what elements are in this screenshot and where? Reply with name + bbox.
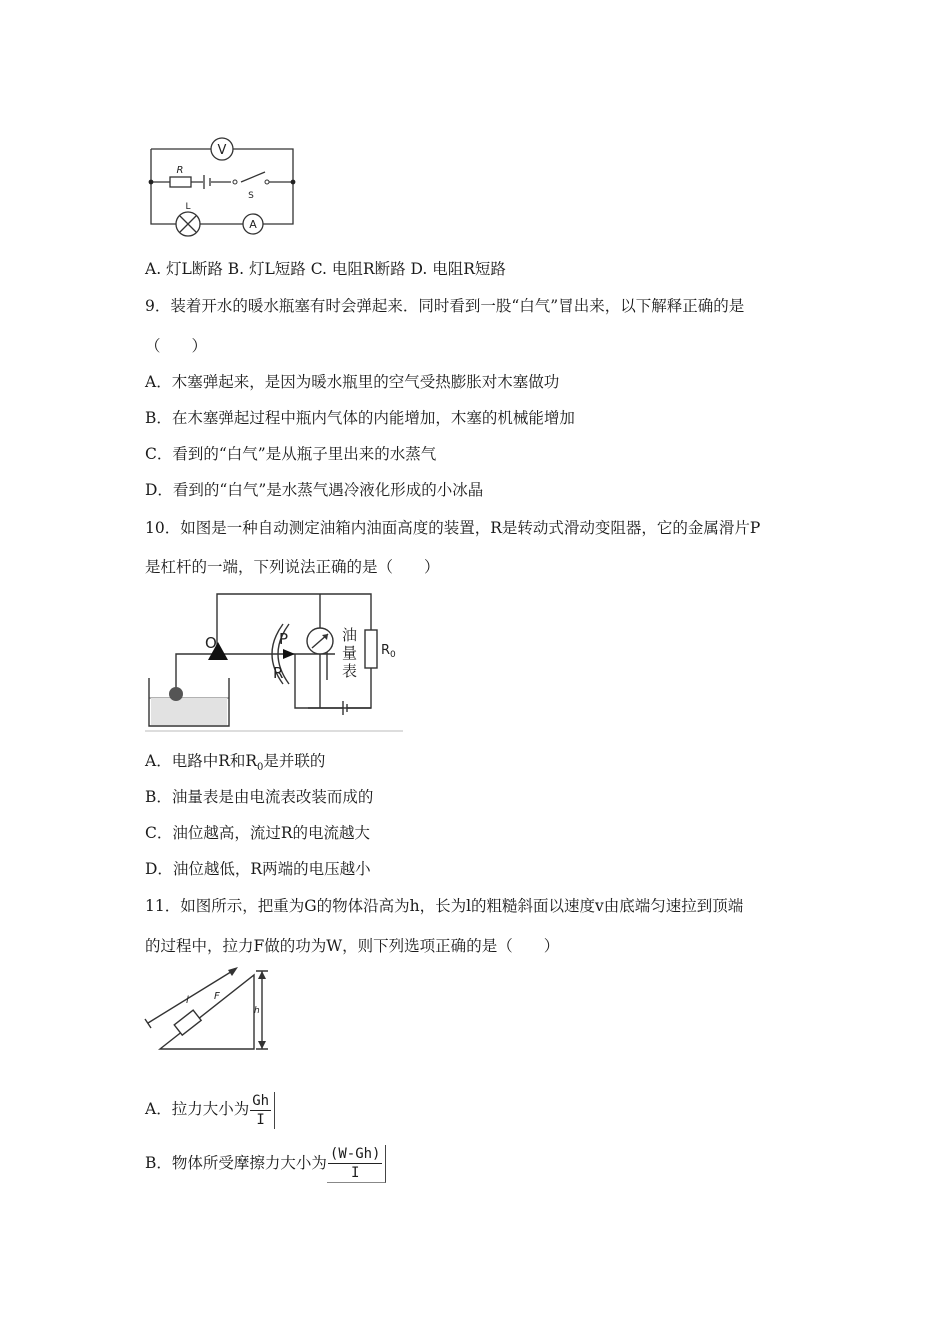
q10-option-d: D．油位越低，R两端的电压越小 bbox=[145, 860, 371, 878]
q10-stem-line1: 10．如图是一种自动测定油箱内油面高度的装置，R是转动式滑动变阻器，它的金属滑片P bbox=[145, 519, 761, 537]
circuit-diagram-q8 bbox=[145, 132, 297, 238]
voltmeter-label: V bbox=[217, 143, 227, 158]
force-label: F bbox=[214, 991, 220, 1002]
q10-stem-line2: 是杠杆的一端，下列说法正确的是（ ） bbox=[145, 558, 440, 576]
oil-gauge-diagram-q10 bbox=[145, 590, 405, 732]
meter-label-char3: 表 bbox=[342, 662, 358, 680]
fraction-gh-over-i: $\frac{Gh}{I}$ bbox=[249, 1092, 275, 1129]
q9-option-b: B．在木塞弹起过程中瓶内气体的内能增加，木塞的机械能增加 bbox=[145, 409, 575, 427]
q9-option-c: C．看到的“白气”是从瓶子里出来的水蒸气 bbox=[145, 445, 437, 463]
rheostat-label: R bbox=[273, 664, 284, 682]
q10-option-b: B．油量表是由电流表改装而成的 bbox=[145, 788, 374, 806]
ammeter-label: A bbox=[249, 218, 257, 231]
q9-option-d: D．看到的“白气”是水蒸气遇冷液化形成的小冰晶 bbox=[145, 481, 484, 499]
q11-stem-line1: 11．如图所示，把重为G的物体沿高为h，长为l的粗糙斜面以速度v由底端匀速拉到顶端 bbox=[145, 897, 744, 915]
height-label: h bbox=[254, 1006, 260, 1016]
q10-option-a: A．电路中R和$R_0$是并联的 bbox=[145, 752, 326, 774]
q11-option-b: B．物体所受摩擦力大小为 $\frac{(W-Gh)}{I}$ bbox=[145, 1144, 386, 1183]
switch-label: S bbox=[248, 191, 254, 201]
meter-label-char2: 量 bbox=[342, 644, 358, 662]
meter-label-char1: 油 bbox=[342, 626, 358, 644]
q9-option-a: A．木塞弹起来，是因为暖水瓶里的空气受热膨胀对木塞做功 bbox=[145, 373, 560, 391]
resistor-label: R bbox=[176, 165, 184, 176]
q8-options: A. 灯L断路 B. 灯L短路 C. 电阻R断路 D. 电阻R短路 bbox=[145, 260, 506, 278]
pivot-label: O bbox=[205, 634, 217, 652]
q9-stem-line1: 9．装着开水的暖水瓶塞有时会弹起来．同时看到一股“白气”冒出来，以下解释正确的是 bbox=[145, 297, 745, 315]
q9-stem-line2: （ ） bbox=[145, 337, 208, 355]
slider-label: P bbox=[279, 630, 289, 648]
q11-stem-line2: 的过程中，拉力F做的功为W，则下列选项正确的是（ ） bbox=[145, 937, 560, 955]
incline-diagram-q11 bbox=[142, 965, 278, 1053]
lamp-label: L bbox=[185, 202, 191, 212]
q11-option-a: A．拉力大小为 $\frac{Gh}{I}$ bbox=[145, 1090, 275, 1129]
q10-option-c: C．油位越高，流过R的电流越大 bbox=[145, 824, 371, 842]
length-label: l bbox=[186, 995, 189, 1006]
r0-label: $R_0$ bbox=[381, 643, 396, 660]
fraction-w-minus-gh-over-i: $\frac{(W-Gh)}{I}$ bbox=[327, 1145, 387, 1183]
